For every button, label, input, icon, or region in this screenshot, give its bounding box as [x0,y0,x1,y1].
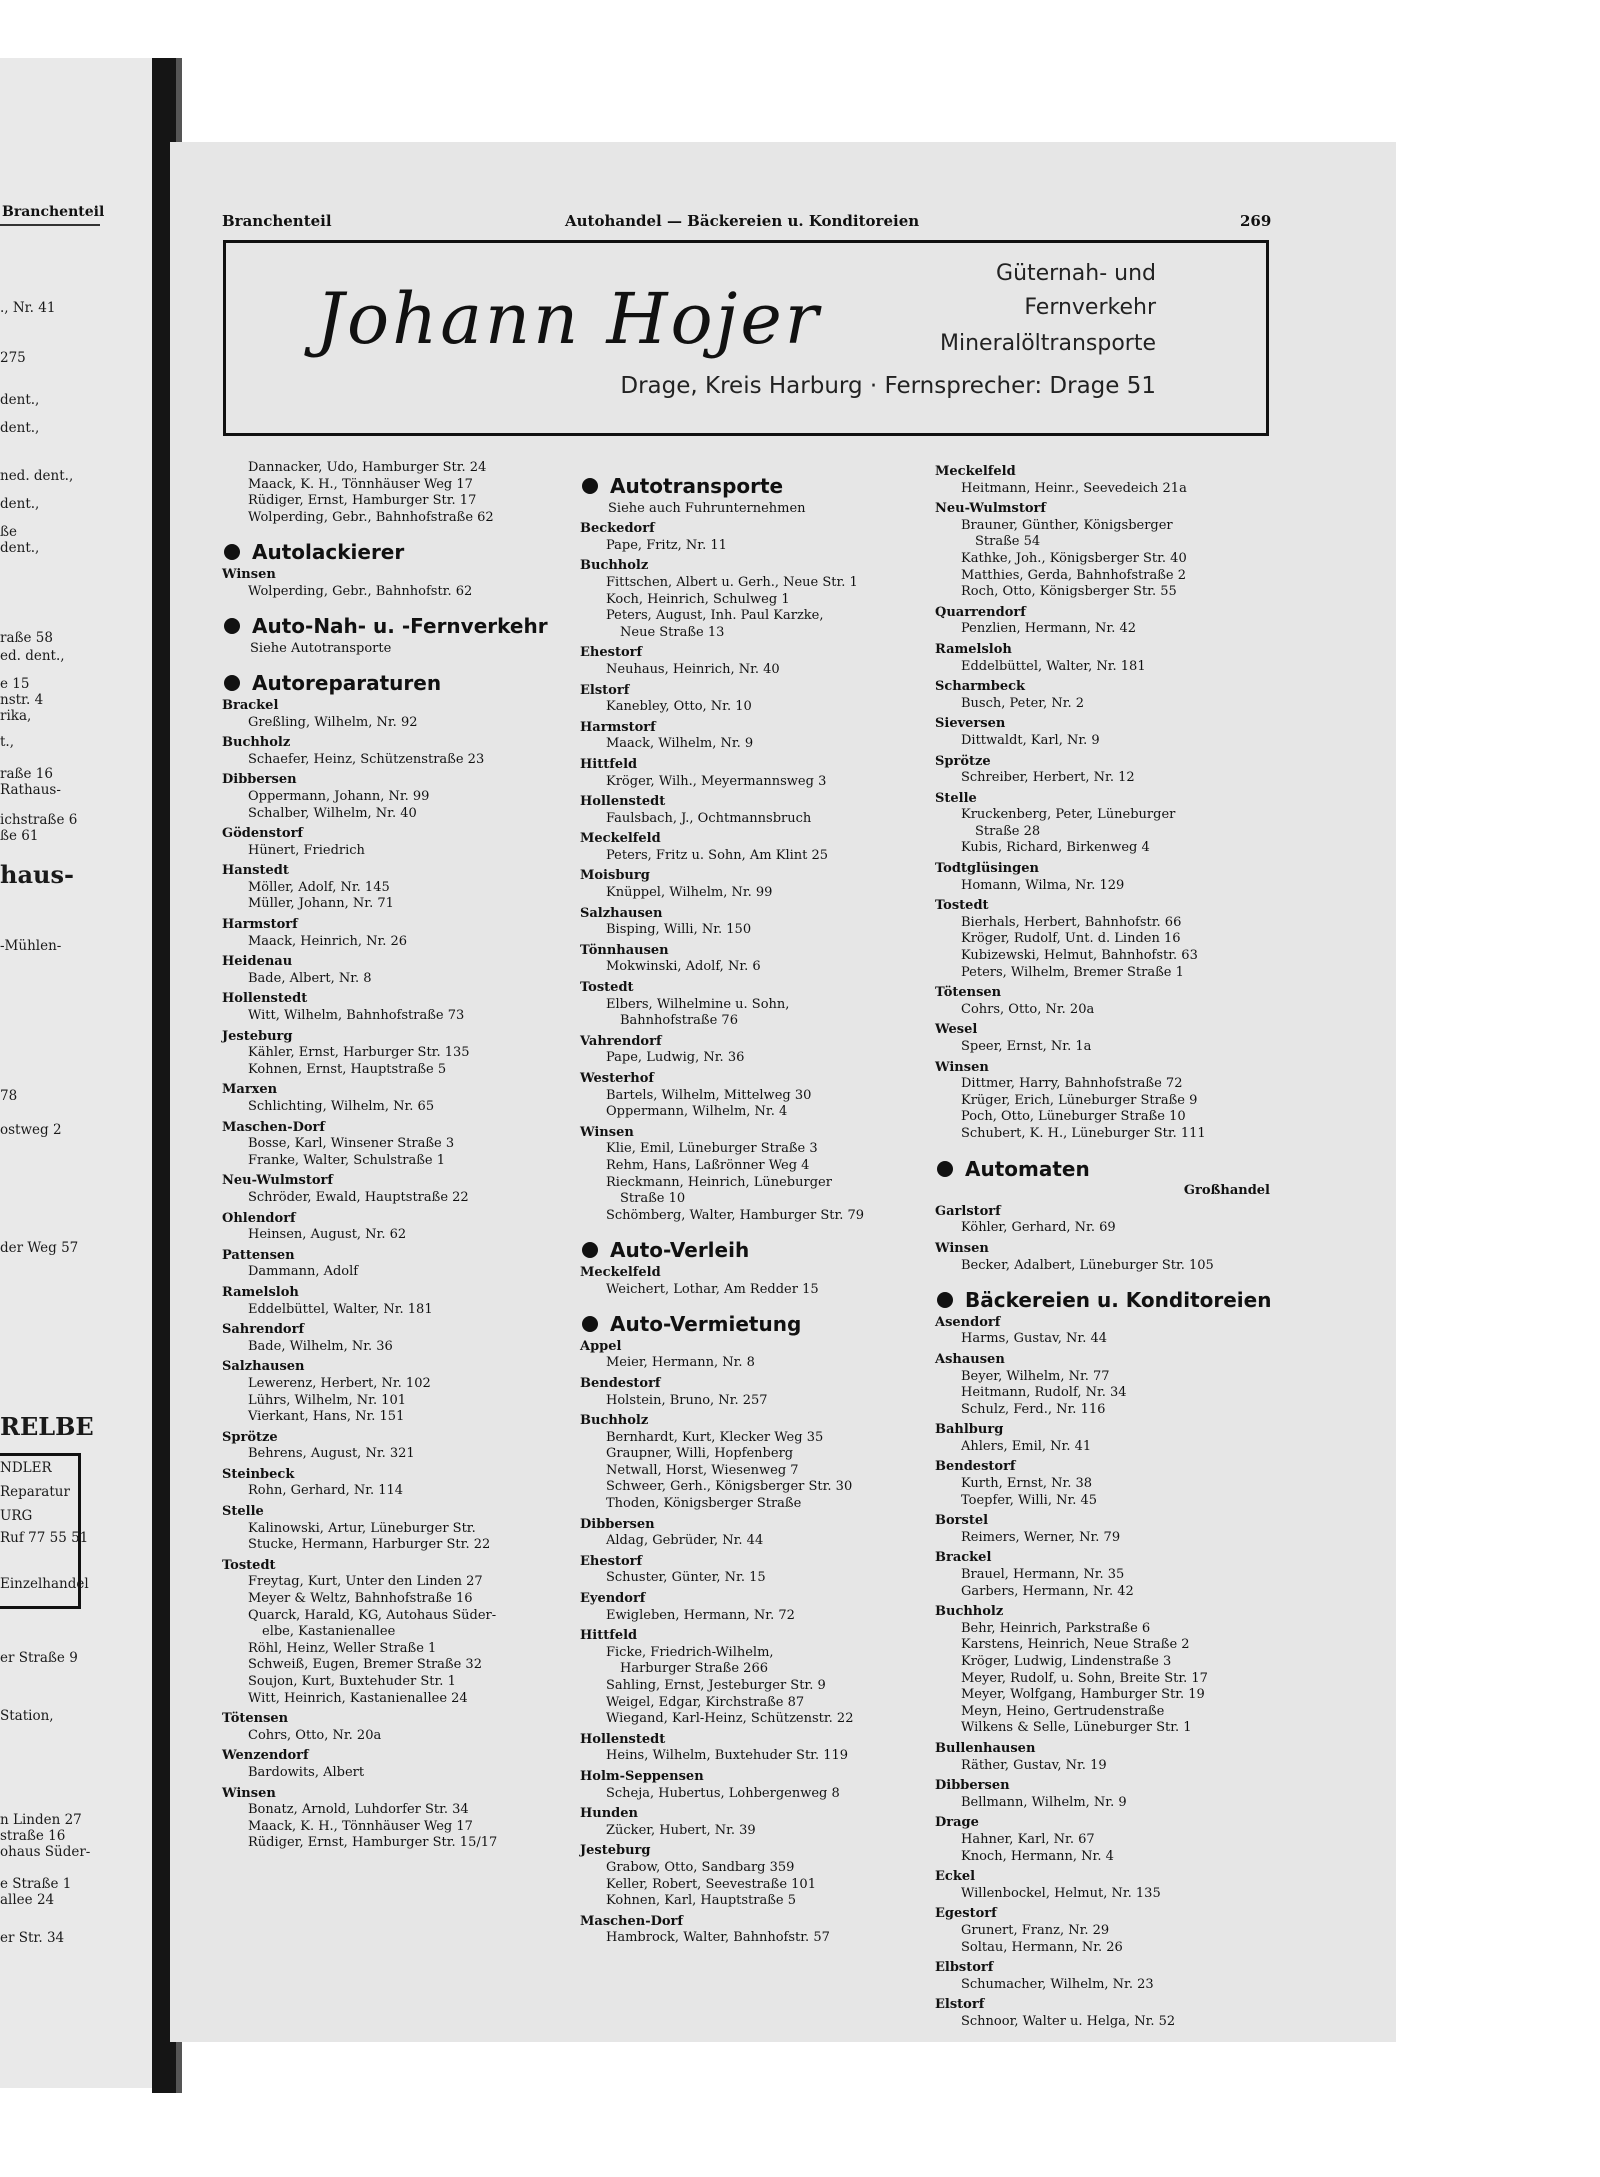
advert-company-name: Johann Hojer [316,278,822,360]
place-heading: Buchholz [580,558,649,574]
place-heading: Hittfeld [580,756,638,772]
place-heading: Dibbersen [222,772,297,788]
facing-page-header: Branchenteil [2,204,105,220]
directory-entry: Heitmann, Rudolf, Nr. 34 [961,1385,1127,1401]
page-number: 269 [1240,212,1272,230]
advert-address: Drage, Kreis Harburg · Fernsprecher: Drage 51 [620,373,1156,399]
directory-entry: Bade, Wilhelm, Nr. 36 [248,1338,393,1354]
directory-entry: Hünert, Friedrich [248,842,365,858]
directory-entry: Eddelbüttel, Walter, Nr. 181 [248,1301,433,1317]
place-heading: Hollenstedt [580,1731,666,1747]
running-head-title: Autohandel — Bäckereien u. Konditoreien [565,212,920,230]
directory-entry: Behr, Heinrich, Parkstraße 6 [961,1620,1151,1636]
place-heading: Bendestorf [580,1375,661,1391]
place-heading: Vahrendorf [580,1033,662,1049]
place-heading: Hittfeld [580,1628,638,1644]
directory-entry: Rüdiger, Ernst, Hamburger Str. 17 [248,493,477,509]
directory-entry: Knüppel, Wilhelm, Nr. 99 [606,885,773,901]
directory-entry: Heitmann, Heinr., Seevedeich 21a [961,480,1187,496]
directory-entry: Weichert, Lothar, Am Redder 15 [606,1281,819,1297]
directory-entry: Kohnen, Karl, Hauptstraße 5 [606,1893,797,1909]
place-heading: Dibbersen [580,1516,655,1532]
facing-page-rule [0,224,100,226]
directory-entry: Kohnen, Ernst, Hauptstraße 5 [248,1061,447,1077]
directory-entry: Kurth, Ernst, Nr. 38 [961,1476,1093,1492]
facing-page-line: -Mühlen- [0,938,62,954]
column-1 [222,460,552,1852]
place-heading: Asendorf [935,1314,1001,1330]
directory-entry: Ficke, Friedrich-Wilhelm, [606,1644,774,1660]
directory-entry: Hambrock, Walter, Bahnhofstr. 57 [606,1930,830,1946]
facing-page-ad-box [0,1453,81,1609]
directory-entry: Neuhaus, Heinrich, Nr. 40 [606,661,780,677]
directory-entry: Schalber, Wilhelm, Nr. 40 [248,805,417,821]
directory-entry: Heins, Wilhelm, Buxtehuder Str. 119 [606,1748,849,1764]
facing-page-line: NDLER [0,1460,52,1476]
place-heading: Ramelsloh [935,641,1012,657]
place-heading: Wesel [935,1022,978,1038]
directory-entry: Röhl, Heinz, Weller Straße 1 [248,1640,437,1656]
directory-entry: Bahnhofstraße 76 [620,1013,738,1029]
place-heading: Marxen [222,1082,278,1098]
place-heading: Elstorf [580,682,630,698]
place-heading: Wenzendorf [222,1748,309,1764]
directory-entry: Meyn, Heino, Gertrudenstraße [961,1703,1165,1719]
place-heading: Ramelsloh [222,1284,299,1300]
directory-entry: Toepfer, Willi, Nr. 45 [961,1492,1098,1508]
directory-entry: Holstein, Bruno, Nr. 257 [606,1392,768,1408]
facing-page-line: t., [0,734,15,750]
directory-entry: Netwall, Horst, Wiesenweg 7 [606,1462,799,1478]
directory-entry: Meier, Hermann, Nr. 8 [606,1355,755,1371]
directory-entry: Dammann, Adolf [248,1264,359,1280]
place-heading: Sprötze [222,1429,278,1445]
directory-entry: Cohrs, Otto, Nr. 20a [961,1001,1095,1017]
place-heading: Maschen-Dorf [222,1119,326,1135]
see-also-note: Siehe Autotransporte [250,640,392,656]
place-heading: Todtglüsingen [935,861,1039,877]
place-heading: Salzhausen [580,905,663,921]
directory-entry: elbe, Kastanienallee [262,1624,396,1640]
directory-entry: Reimers, Werner, Nr. 79 [961,1529,1121,1545]
advert-line-1: Güternah- und [996,261,1156,286]
place-heading: Bahlburg [935,1422,1004,1438]
directory-entry: Pape, Ludwig, Nr. 36 [606,1050,745,1066]
directory-entry: Heinsen, August, Nr. 62 [248,1227,407,1243]
directory-entry: Peters, Wilhelm, Bremer Straße 1 [961,964,1184,980]
place-heading: Tostedt [935,898,989,914]
directory-entry: Beyer, Wilhelm, Nr. 77 [961,1368,1110,1384]
place-heading: Dibbersen [935,1778,1010,1794]
place-heading: Winsen [222,1785,276,1801]
directory-entry: Klie, Emil, Lüneburger Straße 3 [606,1141,818,1157]
facing-page-line: Rathaus- [0,782,61,798]
place-heading: Neu-Wulmstorf [935,501,1046,517]
place-heading: Borstel [935,1513,989,1529]
directory-entry: Eddelbüttel, Walter, Nr. 181 [961,658,1146,674]
directory-entry: Bierhals, Herbert, Bahnhofstr. 66 [961,914,1182,930]
facing-page-line: der Weg 57 [0,1240,79,1256]
directory-entry: Becker, Adalbert, Lüneburger Str. 105 [961,1257,1214,1273]
directory-entry: Grabow, Otto, Sandbarg 359 [606,1859,795,1875]
facing-page-line: ed. dent., [0,648,65,664]
place-heading: Eyendorf [580,1591,646,1607]
facing-page-line: 78 [0,1088,18,1104]
facing-page-line: ., Nr. 41 [0,300,56,316]
facing-page-line: haus- [0,860,74,889]
directory-entry: Wolperding, Gebr., Bahnhofstraße 62 [248,509,494,525]
directory-entry: Dittwaldt, Karl, Nr. 9 [961,732,1100,748]
section-heading: Auto-Verleih [580,1242,910,1259]
advert-line-2: Fernverkehr [1024,295,1156,320]
place-heading: Meckelfeld [580,831,661,847]
directory-entry: Willenbockel, Helmut, Nr. 135 [961,1885,1161,1901]
directory-entry: Vierkant, Hans, Nr. 151 [248,1409,405,1425]
directory-entry: Faulsbach, J., Ochtmannsbruch [606,810,812,826]
directory-entry: Homann, Wilma, Nr. 129 [961,877,1125,893]
directory-entry: Cohrs, Otto, Nr. 20a [248,1727,382,1743]
place-heading: Salzhausen [222,1359,305,1375]
directory-entry: Oppermann, Wilhelm, Nr. 4 [606,1104,788,1120]
place-heading: Ehestorf [580,645,643,661]
place-heading: Drage [935,1815,979,1831]
place-heading: Harmstorf [580,719,656,735]
place-heading: Eckel [935,1869,976,1885]
directory-entry: Schuster, Günter, Nr. 15 [606,1570,766,1586]
directory-entry: Maack, K. H., Tönnhäuser Weg 17 [248,1818,473,1834]
place-heading: Stelle [222,1504,264,1520]
place-heading: Tönnhausen [580,942,669,958]
directory-entry: Bellmann, Wilhelm, Nr. 9 [961,1794,1127,1810]
directory-entry: Rehm, Hans, Laßrönner Weg 4 [606,1157,810,1173]
directory-entry: Wolperding, Gebr., Bahnhofstr. 62 [248,583,473,599]
facing-page-line: nstr. 4 [0,692,44,708]
place-heading: Winsen [222,566,276,582]
place-heading: Ashausen [935,1351,1005,1367]
directory-entry: Meyer, Wolfgang, Hamburger Str. 19 [961,1687,1205,1703]
directory-entry: Kubizewski, Helmut, Bahnhofstr. 63 [961,948,1198,964]
directory-entry: Schröder, Ewald, Hauptstraße 22 [248,1189,469,1205]
directory-entry: Schnoor, Walter u. Helga, Nr. 52 [961,2013,1176,2029]
directory-entry: Elbers, Wilhelmine u. Sohn, [606,996,790,1012]
place-heading: Sahrendorf [222,1322,305,1338]
directory-entry: Maack, Wilhelm, Nr. 9 [606,736,754,752]
directory-entry: Bartels, Wilhelm, Mittelweg 30 [606,1087,812,1103]
facing-page-line: Reparatur [0,1484,70,1500]
place-heading: Moisburg [580,868,650,884]
directory-entry: Straße 28 [975,823,1041,839]
directory-entry: Knoch, Hermann, Nr. 4 [961,1848,1114,1864]
directory-entry: Maack, K. H., Tönnhäuser Weg 17 [248,476,473,492]
directory-entry: Koch, Heinrich, Schulweg 1 [606,591,790,607]
directory-entry: Poch, Otto, Lüneburger Straße 10 [961,1109,1186,1125]
facing-page-line: raße 58 [0,630,53,646]
directory-entry: Kanebley, Otto, Nr. 10 [606,699,752,715]
directory-entry: Schömberg, Walter, Hamburger Str. 79 [606,1207,865,1223]
directory-entry: Bade, Albert, Nr. 8 [248,970,372,986]
place-heading: Meckelfeld [935,464,1016,479]
place-heading: Pattensen [222,1247,295,1263]
directory-entry: Dittmer, Harry, Bahnhofstraße 72 [961,1076,1183,1092]
place-heading: Brackel [935,1550,992,1566]
place-heading: Jesteburg [222,1028,293,1044]
directory-entry: Lewerenz, Herbert, Nr. 102 [248,1375,431,1391]
directory-entry: Soltau, Hermann, Nr. 26 [961,1939,1123,1955]
directory-entry: Soujon, Kurt, Buxtehuder Str. 1 [248,1674,456,1689]
directory-entry: Garbers, Hermann, Nr. 42 [961,1583,1134,1599]
directory-entry: Witt, Wilhelm, Bahnhofstraße 73 [248,1008,465,1024]
place-heading: Elbstorf [935,1960,994,1976]
facing-page-line: er Str. 34 [0,1930,65,1946]
facing-page-line: ned. dent., [0,468,74,484]
place-heading: Heidenau [222,954,293,970]
column-2 [580,460,910,1947]
directory-entry: Meyer, Rudolf, u. Sohn, Breite Str. 17 [961,1670,1208,1686]
facing-page-line: straße 16 [0,1828,66,1844]
directory-entry: Räther, Gustav, Nr. 19 [961,1757,1107,1773]
directory-entry: Kalinowski, Artur, Lüneburger Str. [248,1520,476,1536]
directory-entry: Schulz, Ferd., Nr. 116 [961,1401,1106,1417]
facing-page-line: 275 [0,350,26,366]
facing-page-line: ostweg 2 [0,1122,62,1138]
directory-entry: Oppermann, Johann, Nr. 99 [248,788,430,804]
directory-entry: Bardowits, Albert [248,1764,365,1780]
directory-entry: Sahling, Ernst, Jesteburger Str. 9 [606,1678,826,1693]
directory-entry: Aldag, Gebrüder, Nr. 44 [606,1533,764,1549]
facing-page-line: dent., [0,392,40,408]
directory-entry: Matthies, Gerda, Bahnhofstraße 2 [961,567,1186,583]
place-heading: Hollenstedt [222,991,308,1007]
place-heading: Beckedorf [580,521,655,537]
directory-entry: Kubis, Richard, Birkenweg 4 [961,840,1150,856]
place-heading: Ehestorf [580,1553,643,1569]
directory-entry: Behrens, August, Nr. 321 [248,1446,415,1462]
directory-entry: Brauner, Günther, Königsberger [961,517,1173,533]
directory-entry: Zücker, Hubert, Nr. 39 [606,1822,756,1838]
directory-page [170,142,1396,2042]
place-heading: Garlstorf [935,1203,1001,1219]
facing-page-line: dent., [0,496,40,512]
section-heading: Auto-Nah- u. -Fernverkehr [222,618,552,635]
place-heading: Buchholz [935,1604,1004,1620]
place-heading: Sieversen [935,716,1006,732]
directory-entry: Schweiß, Eugen, Bremer Straße 32 [248,1657,482,1673]
directory-entry: Graupner, Willi, Hopfenberg [606,1446,794,1462]
directory-entry: Lührs, Wilhelm, Nr. 101 [248,1392,407,1408]
directory-entry: Kröger, Rudolf, Unt. d. Linden 16 [961,931,1181,947]
directory-entry: Schreiber, Herbert, Nr. 12 [961,770,1135,786]
directory-entry: Köhler, Gerhard, Nr. 69 [961,1220,1116,1236]
directory-entry: Peters, August, Inh. Paul Karzke, [606,608,824,624]
place-heading: Egestorf [935,1906,997,1922]
directory-entry: Wilkens & Selle, Lüneburger Str. 1 [961,1720,1192,1736]
section-heading: Automaten [935,1161,1270,1178]
facing-page-line: n Linden 27 [0,1812,82,1828]
subheading-right: Großhandel [1183,1183,1270,1199]
place-heading: Harmstorf [222,917,298,933]
place-heading: Winsen [580,1124,634,1140]
place-heading: Tostedt [222,1557,276,1573]
directory-entry: Kruckenberg, Peter, Lüneburger [961,807,1176,823]
place-heading: Scharmbeck [935,679,1026,695]
facing-page-line: ße [0,524,18,540]
directory-entry: Grunert, Franz, Nr. 29 [961,1922,1110,1938]
facing-page-line: e Straße 1 [0,1876,72,1892]
directory-entry: Keller, Robert, Seevestraße 101 [606,1876,816,1892]
facing-page-line: URG [0,1508,33,1524]
directory-entry: Roch, Otto, Königsberger Str. 55 [961,584,1177,600]
place-heading: Steinbeck [222,1466,295,1482]
directory-entry: Busch, Peter, Nr. 2 [961,695,1085,711]
directory-entry: Schumacher, Wilhelm, Nr. 23 [961,1976,1154,1992]
section-heading: Autolackierer [222,544,552,561]
directory-entry: Kröger, Ludwig, Lindenstraße 3 [961,1654,1172,1669]
directory-entry: Straße 54 [975,534,1041,550]
place-heading: Stelle [935,790,977,806]
directory-entry: Scheja, Hubertus, Lohbergenweg 8 [606,1785,840,1801]
place-heading: Bullenhausen [935,1740,1036,1756]
place-heading: Brackel [222,697,279,713]
directory-entry: Neue Straße 13 [620,624,725,640]
directory-entry: Kröger, Wilh., Meyermannsweg 3 [606,773,827,789]
directory-entry: Meyer & Weltz, Bahnhofstraße 16 [248,1591,473,1607]
column-3 [935,460,1270,2030]
place-heading: Bendestorf [935,1459,1016,1475]
directory-entry: Rieckmann, Heinrich, Lüneburger [606,1174,832,1190]
directory-entry: Thoden, Königsberger Straße [606,1496,802,1512]
directory-entry: Fittschen, Albert u. Gerh., Neue Str. 1 [606,574,858,590]
running-head-section: Branchenteil [222,212,332,230]
place-heading: Sprötze [935,753,991,769]
directory-entry: Pape, Fritz, Nr. 11 [606,537,727,553]
directory-entry: Brauel, Hermann, Nr. 35 [961,1567,1125,1583]
place-heading: Hunden [580,1806,638,1822]
directory-entry: Penzlien, Hermann, Nr. 42 [961,621,1137,637]
directory-entry: Mokwinski, Adolf, Nr. 6 [606,959,761,975]
directory-entry: Rohn, Gerhard, Nr. 114 [248,1483,404,1499]
directory-entry: Witt, Heinrich, Kastanienallee 24 [248,1690,468,1706]
directory-entry: Karstens, Heinrich, Neue Straße 2 [961,1637,1190,1653]
directory-entry: Rüdiger, Ernst, Hamburger Str. 15/17 [248,1835,498,1851]
facing-page-line: rika, [0,708,32,724]
place-heading: Tötensen [935,985,1002,1001]
directory-entry: Hahner, Karl, Nr. 67 [961,1831,1095,1847]
place-heading: Westerhof [580,1071,654,1086]
directory-entry: Freytag, Kurt, Unter den Linden 27 [248,1574,483,1590]
facing-page-line: er Straße 9 [0,1650,78,1666]
directory-entry: Harburger Straße 266 [620,1661,768,1677]
place-heading: Jesteburg [580,1843,651,1859]
place-heading: Holm-Seppensen [580,1768,704,1784]
facing-page-line: e 15 [0,676,30,692]
place-heading: Tötensen [222,1711,289,1727]
directory-entry: Bisping, Willi, Nr. 150 [606,922,752,938]
directory-entry: Bosse, Karl, Winsener Straße 3 [248,1136,455,1152]
facing-page-line: ichstraße 6 [0,812,78,828]
place-heading: Winsen [935,1240,989,1256]
place-heading: Maschen-Dorf [580,1913,684,1929]
directory-entry: Weigel, Edgar, Kirchstraße 87 [606,1694,805,1710]
facing-page-line: Ruf 77 55 51 [0,1530,89,1546]
facing-page-line: raße 16 [0,766,53,782]
directory-entry: Stucke, Hermann, Harburger Str. 22 [248,1537,491,1553]
facing-page-line: ohaus Süder- [0,1844,91,1860]
place-heading: Hollenstedt [580,794,666,810]
directory-entry: Schweer, Gerh., Königsberger Str. 30 [606,1479,853,1495]
directory-entry: Ahlers, Emil, Nr. 41 [961,1438,1092,1454]
directory-entry: Franke, Walter, Schulstraße 1 [248,1152,446,1168]
place-heading: Appel [580,1338,622,1354]
facing-page-line: Einzelhandel [0,1576,89,1592]
directory-entry: Krüger, Erich, Lüneburger Straße 9 [961,1092,1198,1108]
place-heading: Meckelfeld [580,1264,661,1280]
directory-entry: Müller, Johann, Nr. 71 [248,896,394,912]
facing-page-fragment [0,58,152,2088]
advert-line-3: Mineralöltransporte [940,331,1156,356]
place-heading: Buchholz [222,735,291,751]
section-heading: Auto-Vermietung [580,1316,910,1333]
place-heading: Winsen [935,1059,989,1075]
facing-page-line: dent., [0,420,40,436]
directory-entry: Dannacker, Udo, Hamburger Str. 24 [248,460,487,475]
directory-entry: Wiegand, Karl-Heinz, Schützenstr. 22 [606,1711,854,1727]
directory-entry: Schaefer, Heinz, Schützenstraße 23 [248,751,485,767]
place-heading: Elstorf [935,1997,985,2013]
place-heading: Quarrendorf [935,604,1026,620]
advertisement-box [223,240,1269,436]
directory-entry: Maack, Heinrich, Nr. 26 [248,933,408,949]
directory-entry: Möller, Adolf, Nr. 145 [248,879,390,895]
see-also-note: Siehe auch Fuhrunternehmen [608,500,806,516]
directory-entry: Schubert, K. H., Lüneburger Str. 111 [961,1125,1206,1141]
place-heading: Neu-Wulmstorf [222,1173,333,1189]
facing-page-line: dent., [0,540,40,556]
directory-entry: Quarck, Harald, KG, Autohaus Süder- [248,1607,497,1623]
section-heading: Bäckereien u. Konditoreien [935,1292,1270,1309]
section-heading: Autotransporte [580,478,910,495]
directory-entry: Kähler, Ernst, Harburger Str. 135 [248,1045,470,1061]
facing-page-line: ße 61 [0,828,39,844]
directory-entry: Greßling, Wilhelm, Nr. 92 [248,714,418,730]
facing-page-line: Station, [0,1708,54,1724]
section-heading: Autoreparaturen [222,675,552,692]
directory-entry: Kathke, Joh., Königsberger Str. 40 [961,550,1187,566]
directory-entry: Harms, Gustav, Nr. 44 [961,1331,1108,1347]
place-heading: Buchholz [580,1413,649,1429]
directory-entry: Ewigleben, Hermann, Nr. 72 [606,1607,795,1623]
directory-entry: Straße 10 [620,1191,686,1207]
directory-entry: Bonatz, Arnold, Luhdorfer Str. 34 [248,1802,469,1818]
directory-entry: Speer, Ernst, Nr. 1a [961,1039,1092,1054]
place-heading: Tostedt [580,980,634,996]
place-heading: Hanstedt [222,863,289,879]
place-heading: Gödenstorf [222,826,304,842]
facing-page-line: allee 24 [0,1892,55,1908]
facing-page-line: RELBE [0,1412,94,1441]
directory-entry: Bernhardt, Kurt, Klecker Weg 35 [606,1429,824,1445]
directory-entry: Peters, Fritz u. Sohn, Am Klint 25 [606,847,829,863]
place-heading: Ohlendorf [222,1210,296,1226]
directory-entry: Schlichting, Wilhelm, Nr. 65 [248,1099,435,1114]
